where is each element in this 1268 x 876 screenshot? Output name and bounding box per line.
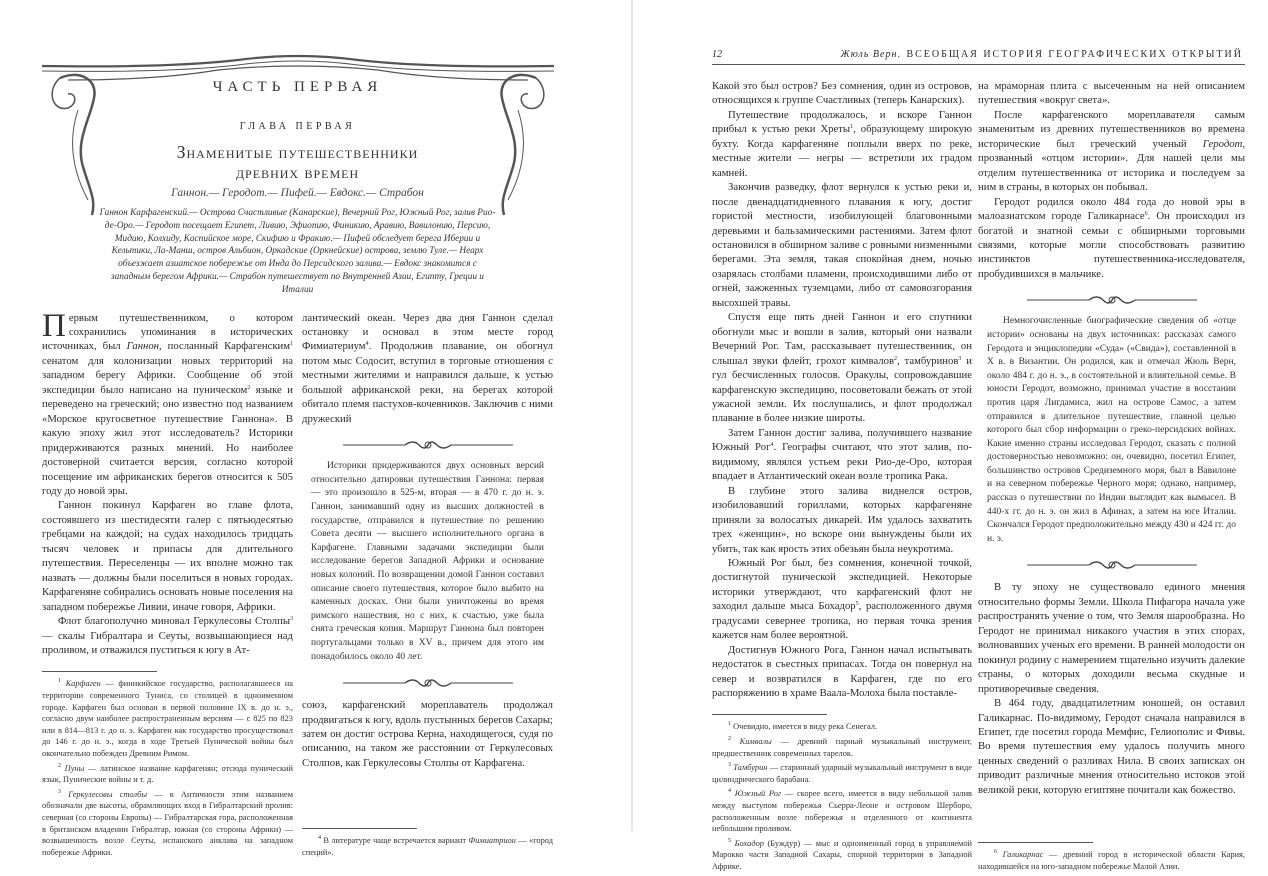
paragraph: В ту эпоху не существовало единого мнения относительно формы Земли. Школа Пифагора начала уже распространять учение о том, что Земля шарообразна. Но Геродот не принимал никакого участия в этих спорах, волновавших ученых его времени. В ранней молодости он покинул родину с намерением тщательно изучить далекие страны, о которых доходили весьма скудные и противоречивые сведения.: [978, 581, 1245, 695]
footnote-text: — древний парный музыкальный инструмент, предшественник современных тарелок.: [712, 737, 972, 758]
right-column-2-top: [978, 79, 1245, 281]
text: , посланный Карфагенским: [159, 340, 290, 353]
footnote-term: Южный Рог: [734, 789, 782, 799]
chapter-title-line2: древних времен: [235, 162, 360, 182]
footnote-term: Фимиатрион: [468, 836, 516, 846]
paragraph: В 464 году, двадцатилетним юношей, он оставил Галикарнас. По-видимому, Геродот сначала направился в Египет, где посетил города Мемфис, Гелиополис и Фивы. Во время путешествия ему удалось получить много ценных сведений о разливах Нила. В своих записках он приводит различные мнения относительно истоков этой великой реки, которую египтяне почитали как божество.: [978, 697, 1245, 796]
left-column-2-bottom: [302, 698, 553, 770]
footnote-ref[interactable]: 3: [958, 355, 962, 362]
sidebar-text: Историки придерживаются двух основных версий относительно датировки путешествия Ганнона: первая — это произошло в 525-м, вторая — в 470 г. до н. э. Ганнон, занимавший одну из высших должностей в государстве, отправился в путешествие по решению Совета десяти — высшего исполнительного органа в Карфагене. Главными задачами экспедиции были исследование берегов Западной Африки и основание новых колоний. По возвращении домой Ганнон составил описание своего путешествия, которое было выбито на каменных досках. Они были уничтожены во время римского нашествия, но с них, к счастью, уже была снята греческая копия. Маршрут Ганнона был повторен португальцами только в XV в., причем для этого им понадобилось около 40 лет.: [311, 461, 544, 662]
footnote-text: В литературе чаще встречается вариант: [321, 836, 469, 846]
footnote-term: Кимвалы: [739, 737, 772, 747]
left-column-2-top: [302, 311, 553, 427]
footnote-rule: [302, 828, 417, 829]
footnote-ref[interactable]: 5: [855, 601, 859, 608]
right-page-columns: [712, 79, 1245, 876]
footnote-term: Карфаген: [65, 679, 101, 689]
left-column-1-text: [42, 307, 293, 658]
text: Южный Рог был, без сомнения, конечной точкой, достигнутой пунической экспедицией. Некоторые историки утверждают, что карфагенский флот не заходил дальше мыса Бохадор: [712, 556, 972, 613]
text: Флот благополучно миновал Геркулесовы Столпы: [58, 615, 290, 628]
footnote-ref[interactable]: 6: [1144, 211, 1148, 218]
footnote: [978, 849, 1245, 872]
footnote-ref[interactable]: 2: [894, 355, 898, 362]
footnote-number: 1: [728, 721, 731, 728]
paragraph: [978, 108, 1245, 195]
divider-ornament: [343, 438, 513, 452]
divider-ornament: [343, 676, 513, 690]
left-sidebar-note: [311, 460, 544, 664]
paragraph: Ганнон покинул Карфаген во главе флота, состоявшего из шестидесяти галер с пятьюдесятью гребцами на каждой; на судах находилось тридцать тысяч человек и припасы для длительного путешествия. Переселенцы — их вполне можно так назвать — должны были поселиться в новых городах. Карфагеняне собирались основать новые поселения на западном побережье Ливии, иначе говоря, Африки.: [42, 499, 293, 613]
chapter-title-line1: Знаменитые путешественники: [176, 142, 419, 162]
text: , прозванный «отцом истории». Для нашей цели мы отделим путешественника от историка и последуем за ним в страны, в которых он побывал.: [978, 137, 1245, 194]
right-column-1-text: [712, 79, 972, 700]
footnote-number: 1: [58, 678, 61, 685]
text: . Он происходил из богатой и знатной семьи с обширными торговыми связями, которые могли способствовать развитию инстинктов путешественника-исследователя, пробудившихся в мальчике.: [978, 210, 1245, 280]
left-page-columns: [42, 307, 553, 862]
text: Спустя еще пять дней Ганнон и его спутники обогнули мыс и вошли в залив, который они назвали Вечерний Рог. Там, рассказывает путешественник, он слышал звуки флейт, грохот кимвалов: [712, 311, 972, 367]
italic-name: Ганнон: [126, 340, 159, 353]
text: лантический океан. Через два дня Ганнон сделал остановку и основал в этом месте город Фимиатериум: [302, 311, 553, 353]
footnote: [712, 838, 972, 873]
footnote-ref[interactable]: 2: [247, 384, 251, 391]
left-column-2: [302, 311, 553, 862]
chapter-summary: Ганнон Карфагенский.— Острова Счастливые (Канарские), Вечерний Рог, Южный Рог, залив Рио-де-Оро.— Геродот посещает Египет, Ливию, Эфиопию, Финикию, Аравию, Вавилонию, Персию, Мидию, Колхиду, Каспийское море, Скифию и Фракию.— Пифей обследует берега Иберии и Кельтики, Ла-Манш, остров Альбион, Оркадские (Оркнейские) острова, землю Туле.— Неарх объезжает азиатское побережье от Инда до Персидского залива.— Евдокс знакомится с западным берегом Африки.— Страбон путешествует по Внутренней Азии, Египту, Греции и Италии: [99, 208, 496, 295]
paragraph: [712, 556, 972, 643]
divider-ornament: [1027, 558, 1197, 572]
footnote-text: — в Античности этим названием обозначали две высоты, обрамляющих вход в Гибралтарский пролив: северная (со стороны Европы) — Гибралтарская гора, расположенная в британском владении Гибралтар, южная (со стороны Африки) — возвышенность возле Сеуты, испанского анклава на западном побережье Африки.: [42, 789, 294, 857]
text: , тамбуринов: [897, 354, 959, 367]
footnote-term: Геркулесовы столбы: [68, 789, 148, 799]
text: После карфагенского мореплавателя самым знаменитым из древних путешественников во времена исторические был греческий ученый: [978, 108, 1245, 150]
text: . Географы считают, что этот залив, по-видимому, являлся устьем реки Рио-де-Оро, которая впадает в Атлантический океан возле тропика Рака.: [712, 441, 972, 483]
divider-ornament: [1027, 293, 1197, 307]
paragraph: [712, 310, 972, 426]
page-number: 12: [712, 49, 722, 60]
text: ервым путешественником, о котором сохранились упоминания в исторических источниках, был: [42, 311, 293, 353]
paragraph: [978, 195, 1245, 282]
footnote-number: 2: [58, 762, 61, 769]
left-column-1-footnotes: [42, 671, 293, 861]
footnote: [712, 762, 972, 785]
text: Путешествие продолжалось, и вскоре Ганнон прибыл к устью реки Хреты: [712, 108, 972, 136]
part-title: ЧАСТЬ ПЕРВАЯ: [212, 79, 383, 95]
text: — скалы Гибралтара и Сеуты, возвышающиеся над проливом, и отважился пуститься к югу в Ат-: [42, 629, 293, 656]
footnote-ref[interactable]: 4: [365, 341, 369, 348]
chapter-subtitle: Ганнон.— Геродот.— Пифей.— Евдокс.— Страбон: [171, 187, 424, 199]
footnote-rule: [712, 714, 827, 715]
spacer: [712, 700, 972, 714]
text: Затем Ганнон достиг залива, получившего название Южный Рог: [712, 426, 972, 454]
paragraph: союз, карфагенский мореплаватель продолжал продвигаться к югу, вдоль пустынных берегов Сахары; затем он достиг острова Керна, находящегося, судя по описанию, на таком же расстоянии от Геркулесовых Столпов, как Геркулесовы Столпы от Карфагена.: [302, 699, 553, 769]
text: , образующему широкую бухту. Когда карфагеняне поплыли вверх по реке, местные жители — негры — встретили их градом камней.: [712, 123, 973, 179]
footnote-number: 3: [58, 788, 61, 795]
footnote-text: — древний город в исторической области Кария, находившейся на юго-западном побережье Малой Азии.: [978, 850, 1246, 872]
footnote-text: (Буждур) — мыс и одноименный город в управляемой Марокко части Западной Сахары, спорной территории в Западной Африке.: [712, 838, 973, 872]
footnote-ref[interactable]: 4: [770, 442, 774, 449]
right-column-2: [978, 79, 1245, 876]
paragraph: Достигнув Южного Рога, Ганнон начал испытывать недостаток в съестных припасах. Тогда он повернул на север и возвратился в Карфаген, где по его распоряжению в храме Ваала-Молоха была поставле-: [712, 643, 972, 700]
footnote-text: — «город специй».: [302, 836, 553, 857]
footnote-number: 3: [728, 762, 731, 769]
paragraph: В глубине этого залива виднелся остров, изобиловавший гориллами, которых карфагеняне приняли за волосатых дикарей. Им удалось захватить трех «женщин», но вскоре они вынуждены были их убить, так как ярость этих обезьян была неукротима.: [712, 484, 972, 555]
footnote-text: — скорее всего, имеется в виду небольшой залив между выступом побережья Сьерра-Леоне и островом Шерборо, расположенным возле побережья и отделенного от континента небольшим проливом.: [712, 789, 973, 834]
chapter-heading: [42, 50, 553, 305]
footnote: [42, 763, 293, 786]
paragraph: [712, 426, 972, 484]
running-author: Жюль Верн: [840, 49, 898, 60]
footnote-rule: [42, 671, 157, 672]
paragraph: Какой это был остров? Без сомнения, один из островов, относящихся к группе Счастливых (теперь Канарских).: [712, 80, 972, 107]
left-column-1: [42, 307, 294, 862]
text: языке и переведено на греческий; оно известно под названием «Морское кругосветное путешествие Ганнона». В какую эпоху жил этот исследователь? Историки придерживаются разных мнений. Но наиболее достоверной считается версия, согласно которой посещение им африканских берегов относится к 505 году до новой эры.: [42, 383, 293, 498]
text: и гул бесчисленных голосов. Оракулы, сопровождавшие карфагенскую экспедицию, посоветовали бежать от этой ужасной земли. Их послушались, и флот продолжал плавание в более низкие широты.: [712, 354, 972, 425]
footnote-number: 4: [728, 788, 731, 795]
running-header: [712, 48, 1245, 65]
footnote-text: — латинское название карфагенян; отсюда пунический язык, Пунические войны и т. д.: [42, 763, 294, 785]
footnote-number: 6: [994, 849, 997, 856]
text: сенатом для колонизации новых территорий на западном берегу Африки. Сообщение об этой экспедиции было написано на пуническом: [42, 354, 293, 396]
footnote-term: Бохадор: [734, 838, 764, 848]
footnote-number: 5: [728, 837, 731, 844]
spacer: [302, 770, 553, 828]
footnote-term: Тамбурин: [733, 763, 768, 773]
footnote: [712, 736, 972, 759]
spacer: [42, 657, 293, 671]
paragraph: [302, 311, 553, 427]
footnote-number: 2: [728, 736, 731, 743]
footnote: [302, 835, 553, 858]
running-book-title: . ВСЕОБЩАЯ ИСТОРИЯ ГЕОГРАФИЧЕСКИХ ОТКРЫТИЙ: [897, 49, 1243, 60]
left-page: [42, 50, 553, 861]
running-title: [841, 48, 1243, 62]
footnote-ref[interactable]: 1: [850, 124, 854, 131]
right-page: [712, 48, 1245, 876]
footnote: [712, 721, 972, 733]
text: . Продолжив плавание, он обогнул потом мыс Содосит, вступил в торговые отношения с местными жителями и направился дальше, к устью большой африканской реки, на берегах которой обитало племя пастухов-кочевников. Заключив с ними дружеский: [302, 340, 553, 425]
paragraph: Закончив разведку, флот вернулся к устью реки и, после двенадцатидневного плавания к югу, достиг гористой местности, изобилующей благовонными деревьями и бальзамическими растениями. Затем флот остановился в обширном заливе с ровными низменными берегами. Эта земля, такая спокойная днем, ночью озарялась столбами пламени, происходившими либо от огней, зажженных туземцами, либо от самовозгорания высохшей травы.: [712, 181, 972, 309]
footnote-rule: [978, 842, 1093, 843]
footnote-ref[interactable]: 3: [290, 616, 293, 623]
footnote-term: Пуны: [64, 763, 85, 773]
book-spine: [631, 0, 633, 831]
right-column-2-bottom: [978, 580, 1245, 797]
italic-name: Геродот: [1202, 137, 1243, 150]
footnote: [42, 678, 293, 759]
right-sidebar-note: [987, 315, 1236, 546]
footnote-text: — финикийское государство, располагавшееся на территории современного Туниса, со столицей в одноименном городе. Карфаген был основан в первой половине IX в. до н. э., согласно двум наиболее распространенным версиям — с 825 по 823 или в 814—813 г. до н. э. Карфаген как государство просуществовал до 146 г. до н. э., когда в ходе Третьей Пунической войны был окончательно побежден Древним Римом.: [42, 679, 293, 759]
paragraph: [42, 614, 293, 657]
left-column-2-footnotes: [302, 828, 553, 861]
paragraph: на мраморная плита с высеченным на ней описанием путешествия «вокруг света».: [978, 80, 1245, 107]
spacer: [978, 797, 1245, 842]
paragraph: [42, 307, 293, 499]
paragraph: [712, 108, 972, 180]
sidebar-text: Немногочисленные биографические сведения об «отце истории» основаны на двух источниках: рассказах самого Геродота и энциклопедии «Суда» («Свида»), составленной в X в. в Византии. Он родился, как и отмечал Жюль Верн, около 484 г. до н. э., в состоятельной и влиятельной семье. В юности Геродот, возможно, принимал участие в восстании против царя Лигдамиса, жил на острове Самос, а затем отправился в длительное путешествие, главной целью которого был сбор информации о греко-персидских войнах. Какие именно страны исследовал Геродот, сказать с полной достоверностью невозможно: он, очевидно, посетил Египет, большинство островов Средиземного моря, был в Вавилоне и на северном побережье Черного моря; однако, например, рассказ о путешествии по Индии выглядит как вымысел. В 440-х гг. до н. э. он жил в Афинах, а затем на юге Италии. Скончался Геродот предположительно между 430 и 424 гг. до н. э.: [987, 316, 1236, 544]
footnote-text: — старинный ударный музыкальный инструмент в виде цилиндрического барабана.: [712, 763, 973, 784]
footnote-text: Очевидно, имеется в виду река Сенегал.: [731, 722, 878, 732]
footnote: [42, 789, 293, 859]
footnote-term: Галикарнас: [1002, 850, 1044, 860]
footnote-number: 4: [318, 835, 321, 842]
text: , расположенного двумя градусами севернее тропика, но первая точка зрения кажется нам более вероятной.: [712, 600, 972, 642]
footnote: [712, 788, 972, 834]
text: Геродот родился около 484 года до новой эры в малоазиатском городе Галикарнасе: [978, 195, 1245, 223]
right-column-2-footnotes: [978, 842, 1245, 875]
chapter-title: [42, 142, 553, 182]
drop-cap: П: [42, 307, 66, 344]
right-column-1: [712, 79, 972, 876]
chapter-label: ГЛАВА ПЕРВАЯ: [239, 121, 356, 132]
right-column-1-footnotes: [712, 714, 972, 875]
footnote-ref[interactable]: 1: [290, 341, 293, 348]
